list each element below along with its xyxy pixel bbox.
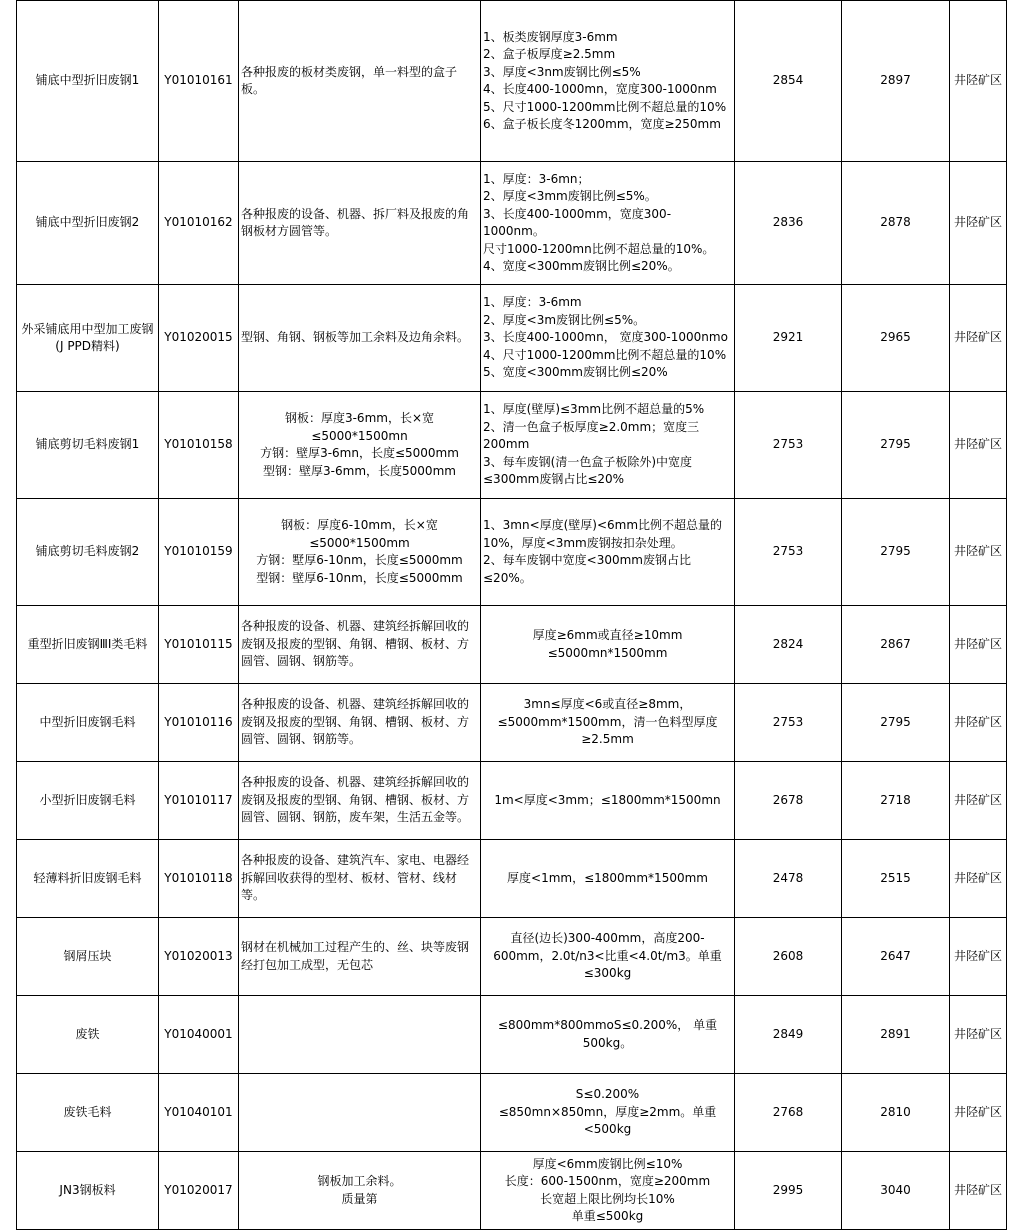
material-code-cell xyxy=(159,840,239,918)
material-code-cell xyxy=(159,918,239,996)
table-row xyxy=(17,1,1007,162)
scrap-steel-price-table xyxy=(16,0,1007,1230)
area-cell xyxy=(950,840,1007,918)
description-line: 各种报废的设备、机器、拆厂料及报废的角钢板材方圆管等。 xyxy=(241,206,470,238)
material-code-cell xyxy=(159,285,239,392)
spec-line: 1、厚度(壁厚)≤3mm比例不超总量的5% xyxy=(483,402,705,417)
spec-line: 厚度<6mm废钢比例≤10% xyxy=(532,1156,683,1171)
material-spec-cell xyxy=(481,606,735,684)
price-2-cell xyxy=(842,918,950,996)
spec-line: 单重≤500kg xyxy=(571,1209,644,1223)
spec-line: 1、厚度：3-6mn； xyxy=(483,171,590,186)
material-code: Y01020017 xyxy=(164,1182,233,1197)
spec-lines xyxy=(483,29,732,134)
area-name: 井陉矿区 xyxy=(953,1026,1002,1041)
area-cell xyxy=(950,996,1007,1074)
material-name: 中型折旧废钢毛料 xyxy=(39,714,136,729)
material-code: Y01010158 xyxy=(164,437,233,452)
description-line: 型钢：壁厚6-10nm，长度≤5000mm xyxy=(256,570,463,585)
material-name-cell xyxy=(17,762,159,840)
price-2-cell xyxy=(842,996,950,1074)
price-1-cell xyxy=(735,684,842,762)
spec-line: 5、宽度<300mm废钢比例≤20% xyxy=(483,365,668,380)
material-code: Y01010117 xyxy=(164,792,233,807)
price-1: 2753 xyxy=(772,544,804,559)
material-description-cell xyxy=(239,1074,481,1152)
area-name: 井陉矿区 xyxy=(953,948,1002,963)
material-name-cell xyxy=(17,1074,159,1152)
material-description-cell xyxy=(239,392,481,499)
price-2-cell xyxy=(842,392,950,499)
price-2-cell xyxy=(842,840,950,918)
material-spec-cell xyxy=(481,392,735,499)
material-name: 外采铺底用中型加工废钢 (J PPD精料) xyxy=(21,321,154,353)
description-line: 各种报废的板材类废钢，单一料型的盒子板。 xyxy=(241,64,458,96)
price-1-cell xyxy=(735,499,842,606)
description-line: 各种报废的设备、机器、建筑经拆解回收的废钢及报废的型钢、角钢、槽钢、板材、方圆管、圆钢、钢筋等。 xyxy=(241,619,470,669)
area-name: 井陉矿区 xyxy=(953,870,1002,885)
spec-line: 3、每车废钢(清一色盒子板除外)中宽度≤300mm废钢占比≤20% xyxy=(483,454,692,487)
spec-line: 3、厚度<3nm废钢比例≤5% xyxy=(483,64,641,79)
material-spec-cell xyxy=(481,285,735,392)
area-cell xyxy=(950,1074,1007,1152)
spec-line: ≤850mn×850mn，厚度≥2mm。单重<500kg xyxy=(498,1104,717,1137)
price-1: 2849 xyxy=(772,1026,804,1041)
description-line: 各种报废的设备、机器、建筑经拆解回收的废钢及报废的型钢、角钢、槽钢、板材、方圆管、圆钢、钢筋，废车架，生活五金等。 xyxy=(241,775,470,825)
price-2: 2515 xyxy=(880,870,911,885)
spec-line: 2、厚度<3mm废钢比例≤5%。 xyxy=(483,189,657,203)
description-line: 各种报废的设备、机器、建筑经拆解回收的废钢及报废的型钢、角钢、槽钢、板材、方圆管、圆钢、钢筋等。 xyxy=(241,697,470,747)
price-1: 2768 xyxy=(772,1104,804,1119)
price-1: 2753 xyxy=(772,437,804,452)
area-cell xyxy=(950,162,1007,285)
table-body xyxy=(17,1,1007,1230)
material-spec-cell xyxy=(481,499,735,606)
material-name: 废铁 xyxy=(75,1026,100,1041)
material-code-cell xyxy=(159,1152,239,1230)
price-1: 2921 xyxy=(772,330,804,345)
spec-line: 尺寸1000-1200mn比例不超总量的10%。 xyxy=(483,241,715,256)
description-line: 钢板加工余料。 xyxy=(317,1174,402,1188)
price-1: 2678 xyxy=(772,792,804,807)
material-code-cell xyxy=(159,162,239,285)
price-1: 2995 xyxy=(772,1182,804,1197)
material-name-cell xyxy=(17,162,159,285)
price-1-cell xyxy=(735,762,842,840)
price-1-cell xyxy=(735,918,842,996)
area-name: 井陉矿区 xyxy=(953,330,1002,345)
material-code-cell xyxy=(159,499,239,606)
area-name: 井陉矿区 xyxy=(953,1182,1002,1197)
material-code-cell xyxy=(159,1074,239,1152)
material-spec-cell xyxy=(481,1152,735,1230)
description-line: 方钢：墅厚6-10nm，长度≤5000mm xyxy=(256,553,463,567)
material-name: 小型折旧废钢毛料 xyxy=(39,792,136,807)
price-2-cell xyxy=(842,684,950,762)
price-2-cell xyxy=(842,499,950,606)
material-description-cell xyxy=(239,996,481,1074)
spec-line: 1、厚度：3-6mm xyxy=(483,295,582,310)
material-code-cell xyxy=(159,392,239,499)
price-1-cell xyxy=(735,840,842,918)
material-description-cell xyxy=(239,840,481,918)
price-2: 2647 xyxy=(880,948,911,963)
material-name-cell xyxy=(17,840,159,918)
price-1-cell xyxy=(735,606,842,684)
price-2: 2718 xyxy=(880,792,911,807)
price-2: 2878 xyxy=(880,215,911,230)
price-1-cell xyxy=(735,162,842,285)
table-row xyxy=(17,996,1007,1074)
spec-line: 3、长度400-1000mm，宽度300-1000nm。 xyxy=(483,206,672,238)
spec-line: 长度：600-1500nm，宽度≥200mm xyxy=(504,1174,711,1188)
table-row xyxy=(17,1074,1007,1152)
spec-lines xyxy=(483,627,732,662)
spec-line: 2、每车废钢中宽度<300mm废钢占比≤20%。 xyxy=(483,553,691,585)
spec-line: 2、厚度<3m废钢比例≤5%。 xyxy=(483,312,646,327)
price-1: 2824 xyxy=(772,636,804,651)
material-name-cell xyxy=(17,684,159,762)
material-name: 重型折旧废钢ⅢI类毛料 xyxy=(27,636,148,651)
spec-line: 6、盒子板长度冬1200mm，宽度≥250mm xyxy=(483,117,721,131)
description-line: 方钢：壁厚3-6mn，长度≤5000mm xyxy=(260,446,459,460)
price-2: 2891 xyxy=(880,1026,911,1041)
material-spec-cell xyxy=(481,840,735,918)
table-row xyxy=(17,499,1007,606)
material-code: Y01020013 xyxy=(164,948,233,963)
material-code-cell xyxy=(159,1,239,162)
spec-line: 长宽超上限比例均长10% xyxy=(540,1191,675,1206)
material-name-cell xyxy=(17,499,159,606)
material-description-cell xyxy=(239,684,481,762)
spec-line: ≤800mm*800mmoS≤0.200%， 单重500kg。 xyxy=(497,1018,718,1050)
spec-lines xyxy=(483,870,732,888)
spec-lines xyxy=(483,171,732,276)
spec-lines xyxy=(483,792,732,810)
material-code-cell xyxy=(159,606,239,684)
material-name-cell xyxy=(17,392,159,499)
spec-line: S≤0.200% xyxy=(575,1087,640,1102)
material-description-cell xyxy=(239,606,481,684)
description-line: 型钢：壁厚3-6mm，长度5000mm xyxy=(263,463,456,478)
price-1: 2854 xyxy=(772,73,804,88)
spec-line: 5、尺寸1000-1200mm比例不超总量的10% xyxy=(483,99,727,114)
price-2: 2897 xyxy=(880,73,911,88)
description-line: 质量第 xyxy=(341,1191,378,1206)
price-1-cell xyxy=(735,392,842,499)
area-cell xyxy=(950,392,1007,499)
material-name: 轻薄料折旧废钢毛料 xyxy=(33,870,142,885)
price-1: 2608 xyxy=(772,948,804,963)
table-row xyxy=(17,1152,1007,1230)
material-code-cell xyxy=(159,996,239,1074)
area-name: 井陉矿区 xyxy=(953,544,1002,559)
table-row xyxy=(17,162,1007,285)
spec-lines xyxy=(483,294,732,382)
material-name: 废铁毛料 xyxy=(63,1104,112,1119)
spec-lines xyxy=(483,1086,732,1139)
material-spec-cell xyxy=(481,684,735,762)
spec-lines xyxy=(483,517,732,587)
spec-line: 4、宽度<300mm废钢比例≤20%。 xyxy=(483,259,680,273)
price-1-cell xyxy=(735,1074,842,1152)
area-name: 井陉矿区 xyxy=(953,636,1002,651)
material-name: 铺底中型折旧废钢2 xyxy=(35,215,140,230)
table-row xyxy=(17,684,1007,762)
price-2-cell xyxy=(842,285,950,392)
price-1: 2478 xyxy=(772,870,804,885)
area-cell xyxy=(950,606,1007,684)
material-name-cell xyxy=(17,1,159,162)
description-line: 各种报废的设备、建筑汽车、家电、电器经拆解回收获得的型材、板材、管材、线材等。 xyxy=(241,853,470,903)
material-description-cell xyxy=(239,918,481,996)
spec-lines xyxy=(483,401,732,489)
price-1: 2836 xyxy=(772,215,804,230)
material-spec-cell xyxy=(481,1,735,162)
spec-line: 厚度<1mm，≤1800mm*1500mm xyxy=(507,870,708,885)
spec-line: 2、盒子板厚度≥2.5mm xyxy=(483,47,616,61)
spec-line: ≤5000mn*1500mm xyxy=(547,645,668,660)
table-row xyxy=(17,840,1007,918)
material-spec-cell xyxy=(481,762,735,840)
spec-line: 4、长度400-1000mn，宽度300-1000nm xyxy=(483,82,717,96)
material-name: 钢屑压块 xyxy=(63,948,112,963)
price-1-cell xyxy=(735,996,842,1074)
spec-lines xyxy=(483,1017,732,1052)
material-spec-cell xyxy=(481,918,735,996)
material-code: Y01010162 xyxy=(164,215,233,230)
material-spec-cell xyxy=(481,996,735,1074)
price-table-container xyxy=(16,0,1006,1230)
description-line: 钢材在机械加工过程产生的、丝、块等废钢经打包加工成型，无包芯 xyxy=(241,940,470,972)
area-name: 井陉矿区 xyxy=(953,714,1002,729)
area-cell xyxy=(950,499,1007,606)
material-code: Y01040101 xyxy=(164,1104,233,1119)
table-row xyxy=(17,762,1007,840)
price-2-cell xyxy=(842,1074,950,1152)
material-code: Y01010115 xyxy=(164,636,233,651)
description-line: 钢板：厚度3-6mm，长×宽≤5000*1500mn xyxy=(284,411,435,443)
area-cell xyxy=(950,684,1007,762)
price-2: 2795 xyxy=(880,714,911,729)
price-2-cell xyxy=(842,162,950,285)
price-1: 2753 xyxy=(772,714,804,729)
description-line: 型钢、角钢、钢板等加工余料及边角余料。 xyxy=(241,330,470,345)
table-row xyxy=(17,918,1007,996)
material-description-cell xyxy=(239,162,481,285)
material-code: Y01010161 xyxy=(164,73,233,88)
spec-line: 3mn≤厚度<6或直径≥8mm，≤5000mm*1500mm，清一色料型厚度≥2.5mm xyxy=(497,697,718,747)
material-name: 铺底剪切毛料废钢1 xyxy=(35,437,140,452)
spec-lines xyxy=(483,696,732,749)
material-code: Y01040001 xyxy=(164,1026,233,1041)
spec-line: 1m<厚度<3mm；≤1800mm*1500mn xyxy=(494,792,721,807)
material-description-cell xyxy=(239,499,481,606)
spec-lines xyxy=(483,1156,732,1226)
material-description-cell xyxy=(239,285,481,392)
material-name: 铺底剪切毛料废钢2 xyxy=(35,544,140,559)
price-2-cell xyxy=(842,1152,950,1230)
material-description-cell xyxy=(239,1,481,162)
material-name-cell xyxy=(17,996,159,1074)
spec-line: 2、清一色盒子板厚度≥2.0mm；宽度三200mm xyxy=(483,419,700,452)
price-1-cell xyxy=(735,1,842,162)
area-name: 井陉矿区 xyxy=(953,73,1002,88)
price-2: 2867 xyxy=(880,636,911,651)
spec-line: 厚度≥6mm或直径≥10mm xyxy=(532,628,683,642)
table-row xyxy=(17,285,1007,392)
price-2: 2965 xyxy=(880,330,911,345)
spec-line: 1、板类废钢厚度3-6mm xyxy=(483,29,618,44)
area-cell xyxy=(950,1,1007,162)
material-code-cell xyxy=(159,762,239,840)
material-code: Y01020015 xyxy=(164,330,233,345)
spec-line: 直径(边长)300-400mm，高度200-600mm，2.0t/n3<比重<4.0t/m3。单重≤300kg xyxy=(493,931,722,981)
price-2: 3040 xyxy=(880,1182,911,1197)
material-description-cell xyxy=(239,1152,481,1230)
area-name: 井陉矿区 xyxy=(953,792,1002,807)
table-row xyxy=(17,392,1007,499)
material-name: 铺底中型折旧废钢1 xyxy=(35,73,140,88)
price-1-cell xyxy=(735,285,842,392)
material-name-cell xyxy=(17,285,159,392)
area-cell xyxy=(950,918,1007,996)
description-line: 钢板：厚度6-10mm，长×宽≤5000*1500mm xyxy=(281,518,438,550)
material-name: JN3钢板料 xyxy=(59,1182,116,1197)
area-name: 井陉矿区 xyxy=(953,437,1002,452)
area-cell xyxy=(950,1152,1007,1230)
price-2-cell xyxy=(842,606,950,684)
price-1-cell xyxy=(735,1152,842,1230)
spec-lines xyxy=(483,930,732,983)
table-row xyxy=(17,606,1007,684)
material-name-cell xyxy=(17,918,159,996)
area-name: 井陉矿区 xyxy=(953,1104,1002,1119)
spec-line: 4、尺寸1000-1200mm比例不超总量的10% xyxy=(483,347,727,362)
price-2: 2795 xyxy=(880,437,911,452)
material-code: Y01010118 xyxy=(164,870,233,885)
spec-line: 1、3mn<厚度(壁厚)<6mm比例不超总量的10%，厚度<3mm废钢按扣杂处理。 xyxy=(483,518,723,550)
area-name: 井陉矿区 xyxy=(953,215,1002,230)
material-description-cell xyxy=(239,762,481,840)
material-spec-cell xyxy=(481,162,735,285)
area-cell xyxy=(950,285,1007,392)
material-spec-cell xyxy=(481,1074,735,1152)
material-code-cell xyxy=(159,684,239,762)
price-2-cell xyxy=(842,1,950,162)
material-name-cell xyxy=(17,1152,159,1230)
material-name-cell xyxy=(17,606,159,684)
price-2-cell xyxy=(842,762,950,840)
price-2: 2795 xyxy=(880,544,911,559)
spec-line: 3、长度400-1000mn， 宽度300-1000nmo xyxy=(483,330,728,345)
area-cell xyxy=(950,762,1007,840)
material-code: Y01010116 xyxy=(164,714,233,729)
material-code: Y01010159 xyxy=(164,544,233,559)
price-2: 2810 xyxy=(880,1104,911,1119)
